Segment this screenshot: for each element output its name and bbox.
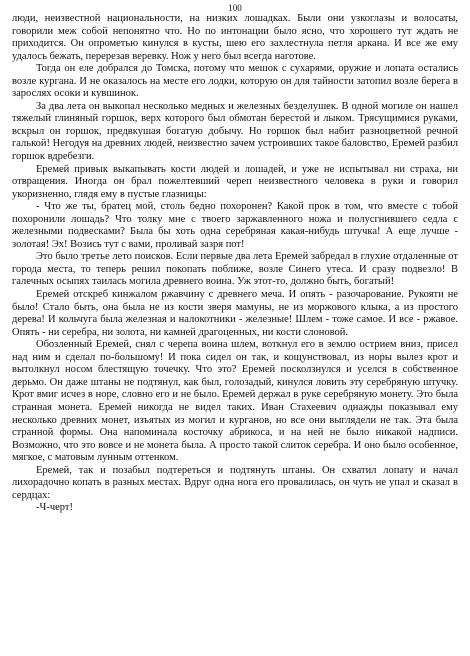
paragraph: Еремей отскреб кинжалом ржавчину с древнего меча. И опять - разочарование. Рукояти не было! Стало быть, она была не из кости зверя мамуны, не из моржового клыка, а из простого дерева! И кольчуга была железная и налокотники - железные! Шлем - тоже самое. И все - ржавое. Опять - ни серебра, ни золота, ни камней драгоценных, ни кости слоновой.	[12, 289, 458, 338]
paragraph: За два лета он выкопал несколько медных и железных безделушек. В одной могиле он нашел тяжелый глиняный горшок, верх которого был обмотан берестой и лыком. Трясущимися руками, вскрыл он горшок, предвкушая богатую добычу. Но горшок был набит разноцветной речной галькой! Негодуя на древних людей, неизвестно зачем устроивших такое баловство, Еремей разбил горшок вдребезги.	[12, 100, 458, 163]
page-number: 100	[228, 3, 242, 13]
paragraph: Еремей, так и позабыл подтереться и подтянуть штаны. Он схватил лопату и начал лихорадочно копать в разных местах. Вдруг одна нога его провалилась, он чуть не упал и сказал в сердцах:	[12, 464, 458, 501]
page-text	[12, 13, 458, 515]
paragraph: Это было третье лето поисков. Если первые два лета Еремей забредал в глухие отдаленные от города места, то теперь решил покопать поближе, возле Синего утеса. И сразу подвезло! В галечных осыпях таилась могила древнего воина. Уж этот-то, должно быть, богатый!	[12, 251, 458, 288]
paragraph: люди, неизвестной национальности, на низких лошадках. Были они узкоглазы и волосаты, говорили меж собой непонятно что. Но по интонации было ясно, что хорошего тут ждать не приходится. Он опрометью кинулся в кусты, шею его захлестнула петля аркана. И все же ему удалось бежать, перерезав веревку. Нож у него был всегда наготове.	[12, 13, 458, 62]
paragraph: Обозленный Еремей, снял с черепа воина шлем, воткнул его в землю острием вниз, присел над ним и сделал по-большому! И пока сидел он так, и кощунствовал, из норы вылез крот и вытолкнул носом блестящую точечку. Что это? Еремей посколзнулся и уселся в собственное дерьмо. Он даже штаны не подтянул, как был, голозадый, кинулся ловить эту серебряную штучку. Крот вмиг исчез в норе, словно его и не было. Еремей держал в руке серебряную монету. Это была странная монета. Еремей никогда не видел таких. Иван Стахеевич однажды показывал ему несколько древних монет, изъятых из могил и курганов, но все они выглядели не так. Эта была странной формы. Она напоминала косточку абрикоса, и на ней не было никакой надписи. Возможно, что это вовсе и не монета была. А просто такой слиток серебра. И оно было особенное, мягкое, с матовым лунным оттенком.	[12, 339, 458, 464]
paragraph: - Что же ты, братец мой, столь бедно похоронен? Какой прок в том, что вместе с тобой похоронили лошадь? Что толку мне с твоего заржавленного ножа и полусгнившего седла с железными подвесками? Была бы хоть одна серебряная какая-нибудь штучка! А еще лучше - золотая! Эх! Возись тут с вами, проливай зазря пот!	[12, 201, 458, 250]
paragraph: -Ч-черт!	[36, 502, 73, 514]
paragraph: Еремей привык выкапывать кости людей и лошадей, и уже не испытывал ни страха, ни отвращения. Иногда он брал пожелтевший череп неизвестного человека в руки и говорил укоризненно, глядя ему в пустые глазницы:	[12, 163, 458, 200]
paragraph: Тогда он еле добрался до Томска, потому что мешок с сухарями, оружие и лопата остались возле кургана. И не оказалось на месте его лодки, которую он для тайности затопил возле берега в зарослях осоки и кувшинок.	[12, 63, 458, 100]
